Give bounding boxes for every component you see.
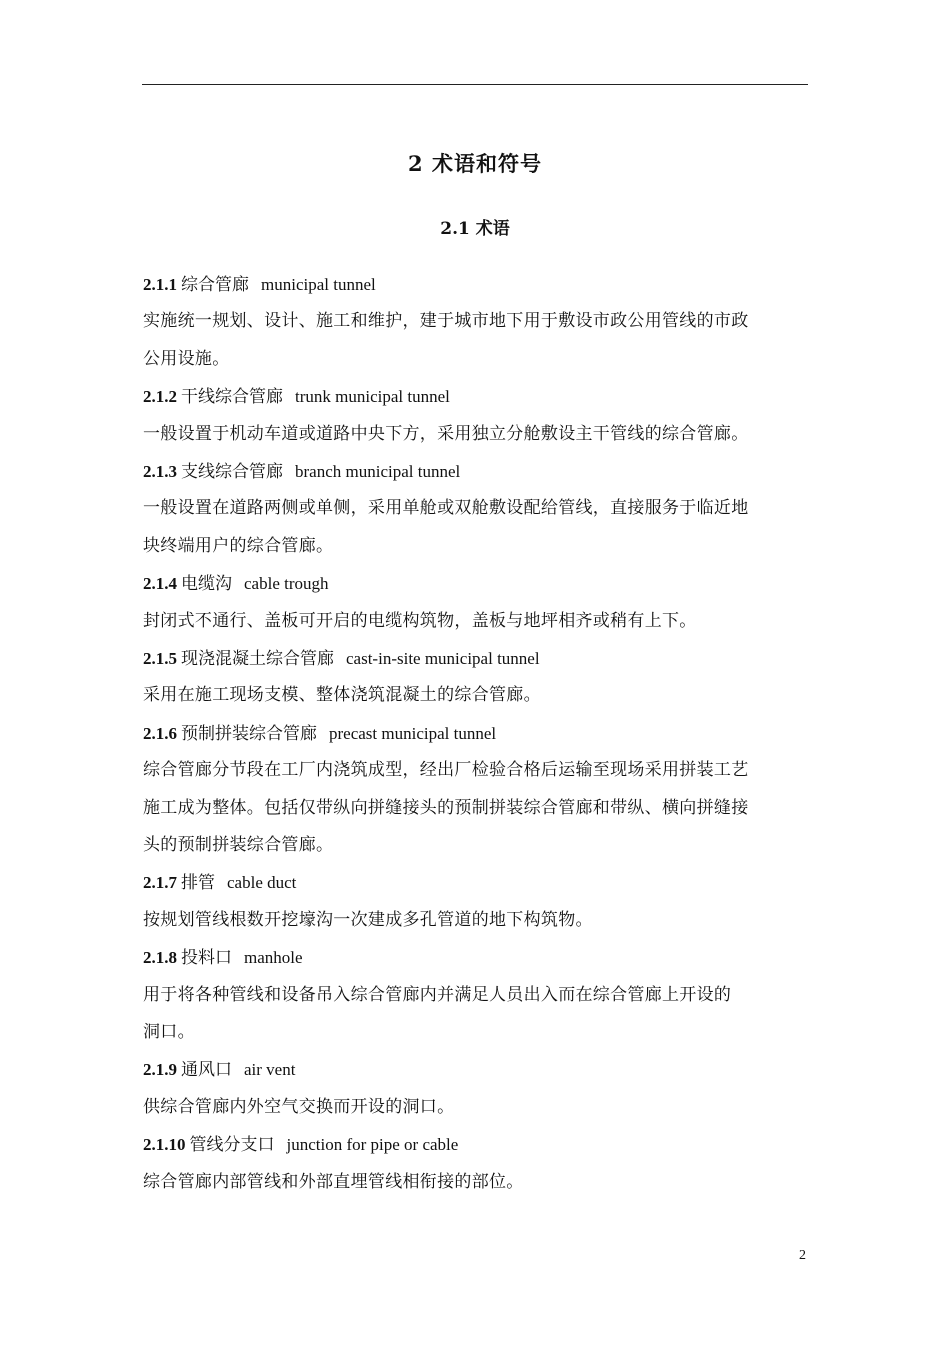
term-entry: [143, 453, 813, 565]
term-chinese: 通风口: [181, 1060, 232, 1081]
term-chinese: 干线综合管廊: [181, 387, 283, 408]
term-entry: [143, 565, 813, 640]
term-chinese: 投料口: [181, 948, 232, 969]
term-english: cast-in-site municipal tunnel: [346, 649, 540, 668]
term-english: municipal tunnel: [261, 275, 376, 294]
term-number: 2.1.5: [143, 649, 177, 668]
term-heading: [143, 939, 813, 976]
term-definition-line: 封闭式不通行、盖板可开启的电缆构筑物，盖板与地坪相齐或稍有上下。: [143, 610, 697, 631]
section-title: 2.1 术语: [440, 219, 510, 239]
term-definition-line: 按规划管线根数开挖壕沟一次建成多孔管道的地下构筑物。: [143, 909, 593, 930]
term-heading: [143, 378, 813, 415]
term-english: precast municipal tunnel: [329, 723, 497, 743]
term-entry: [143, 939, 813, 1051]
term-definition-line: 头的预制拼装综合管廊。: [143, 835, 334, 855]
term-english: cable duct: [227, 873, 297, 893]
term-heading: [143, 640, 813, 677]
term-english: junction for pipe or cable: [286, 1135, 459, 1155]
term-entry: [143, 1051, 813, 1126]
term-entry: [143, 864, 813, 939]
term-number: 2.1.1: [143, 275, 177, 294]
term-english: cable trough: [244, 574, 329, 594]
term-chinese: 排管: [181, 873, 215, 894]
term-number: 2.1.3: [143, 462, 177, 481]
term-heading: [143, 565, 813, 602]
term-entry: [143, 266, 813, 378]
term-definition-line: 一般设置在道路两侧或单侧，采用单舱或双舱敷设配给管线，直接服务于临近地: [143, 498, 749, 519]
term-number: 2.1.10: [143, 1135, 186, 1155]
term-definition-line: 块终端用户的综合管廊。: [143, 535, 334, 556]
term-number: 2.1.9: [143, 1060, 177, 1080]
term-chinese: 管线分支口: [189, 1135, 275, 1156]
term-heading: [143, 266, 813, 303]
term-definition-line: 实施统一规划、设计、施工和维护，建于城市地下用于敷设市政公用管线的市政: [143, 311, 749, 332]
term-heading: [143, 1051, 813, 1088]
term-heading: [143, 864, 813, 901]
term-number: 2.1.4: [143, 574, 177, 594]
term-entry: [143, 378, 813, 453]
term-english: trunk municipal tunnel: [295, 387, 450, 407]
term-definition-line: 供综合管廊内外空气交换而开设的洞口。: [143, 1096, 455, 1117]
term-english: branch municipal tunnel: [295, 462, 461, 481]
term-definition-line: 施工成为整体。包括仅带纵向拼缝接头的预制拼装综合管廊和带纵、横向拼缝接: [143, 797, 749, 818]
term-chinese: 现浇混凝土综合管廊: [181, 649, 334, 669]
term-number: 2.1.8: [143, 948, 177, 968]
header-rule: [142, 84, 808, 85]
term-number: 2.1.7: [143, 873, 177, 893]
term-definition-line: 综合管廊分节段在工厂内浇筑成型，经出厂检验合格后运输至现场采用拼装工艺: [143, 760, 749, 781]
term-definition-line: 洞口。: [143, 1022, 195, 1042]
term-definition-line: 公用设施。: [143, 348, 230, 369]
term-english: air vent: [244, 1060, 296, 1080]
chapter-title: 2 术语和符号: [408, 151, 542, 176]
term-definition-line: 采用在施工现场支模、整体浇筑混凝土的综合管廊。: [143, 685, 541, 706]
term-chinese: 支线综合管廊: [181, 462, 283, 482]
term-number: 2.1.6: [143, 723, 177, 743]
term-entry: [143, 640, 813, 715]
term-chinese: 电缆沟: [181, 574, 232, 595]
term-english: manhole: [244, 948, 303, 968]
term-entry: [143, 1126, 813, 1201]
term-heading: [143, 453, 813, 490]
term-heading: [143, 715, 813, 752]
term-entry: [143, 715, 813, 865]
term-definition-line: 用于将各种管线和设备吊入综合管廊内并满足人员出入而在综合管廊上开设的: [143, 984, 732, 1005]
term-number: 2.1.2: [143, 387, 177, 407]
term-chinese: 综合管廊: [181, 275, 249, 295]
term-chinese: 预制拼装综合管廊: [181, 723, 317, 744]
term-definition-line: 综合管廊内部管线和外部直埋管线相衔接的部位。: [143, 1171, 524, 1192]
page-number: 2: [799, 1248, 806, 1263]
term-heading: [143, 1126, 813, 1163]
terms-list: [143, 266, 813, 1201]
term-definition-line: 一般设置于机动车道或道路中央下方，采用独立分舱敷设主干管线的综合管廊。: [143, 423, 749, 444]
